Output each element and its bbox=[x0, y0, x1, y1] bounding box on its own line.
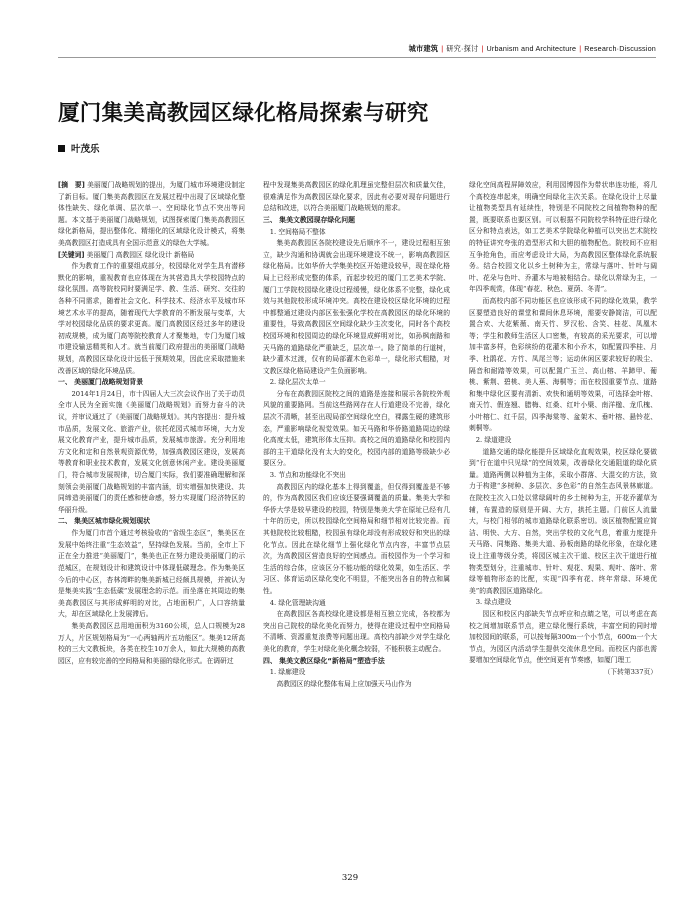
column-2 bbox=[263, 180, 450, 852]
paragraph: 2014年1月24日，市十四届人大三次会议作出了关于动员全市人民为全面实施《美丽厦门战略规划》而努力奋斗的决议，并审议通过了《美丽厦门战略规划》。其内容提出：提升城市品质，发展文化、旅游产业，依托花园式城市环境，大力发展文化教育产业，提升城市品质，发展城市旅游。充分利用地方文化和定和自然景观资源优势，加强高教园区建设，发展高等教育和职业技术教育，发展文化创意休闲产业。建设美丽厦门，符合城市发展规律，切合厦门实际，我们要准确理解和深刻领会美丽厦门战略规划的丰富内涵，切实增强加快建设、共同缔造美丽厦门的责任感和使命感，努力实现厦门经济特区的华丽升级。 bbox=[58, 389, 245, 514]
continuation-note: （下转第337页） bbox=[603, 667, 657, 676]
paragraph: 分布在高教园区院校之间的道路是连接和展示各院校外观风貌的重要路网。当前这些路网存在人行道建设不完善，绿化层次不清晰，甚至出现局部空间绿化空白，裸露生硬的建筑形态，严重影响绿化视觉效果。如天马路和华侨路道路周边的绿化高度太低，建筑形体太压抑。高校之间的道路绿化和校园内部的主干道绿化没有太大的变化，校园内部的道路等级缺少必要区分。 bbox=[263, 389, 450, 468]
keywords-label: [关键词] bbox=[58, 250, 85, 259]
column-1 bbox=[58, 180, 245, 852]
article-title: 厦门集美高教园区绿化格局探索与研究 bbox=[58, 101, 429, 126]
header-column-en: Research·Discussion bbox=[584, 44, 656, 53]
paragraph: 而高校内部不同功能区也应该形成不同的绿化效果，教学区要塑造良好的课堂和课间休息环境，需要安静简洁，可以配置合欢、大花紫薇、南天竹、罗汉松、含笑、桂花、凤凰木等；学生和教师生活区人口密集，有较高的采光要求，可以增加丰富多样，色彩缤纷的花灌木和小乔木，如配置四季桂、月季、杜鹃花、方竹、凤尾兰等；运动休闲区要求较好的吸尘、隔音和耐踏等效果，可以配置广玉兰、高山榕、羊蹄甲、葡桃、紫荆、碧桃、美人蕉、海桐等；而在校园重要节点、道路和集中绿化区要有清新、欢快和通明等效果，可选择金叶榕、南天竹、假连翘、腊梅、红桑、红叶小檗、南洋楹、龙爪槐、小叶榕仁、红千层，四季海棠等、盆架木、垂叶榕、悬铃花、刺桐等。 bbox=[469, 296, 657, 433]
subsection-heading: 1. 空间格局不整体 bbox=[269, 227, 326, 236]
subsection-heading: 3. 绿点建设 bbox=[475, 598, 512, 607]
section-heading: 一、 美丽厦门战略规划背景 bbox=[58, 378, 144, 387]
abstract-label: [摘 要] bbox=[58, 181, 85, 189]
header-section-cn: 城市建筑 bbox=[408, 44, 439, 53]
subsection-heading: 4. 绿化管理缺沟通 bbox=[269, 598, 326, 607]
header-rule bbox=[58, 57, 656, 58]
page-number: 329 bbox=[341, 873, 359, 883]
paragraph: 作为教育工作的重要组成部分，校园绿化对学生具有潜移默化的影响，重视教育也应体现在为其营造具大学校园特点的绿化氛围。高等院校同时要满足学、教、生活、研究、交往的各种不同需求，随着社会文化、科学技术、经济水平及城市环境艺术水平的提高，随着现代大学教育的不断发展与变革，大学对校园绿化品质的要求更高。厦门高教园区经过多年的建设初成规模，成为厦门高等院校教育人才聚集地，专门为厦门城市建设输送精英和人才。就当前厦门政府提出的美丽厦门战略规划，高教园区绿化设计远低于预期效果，因此应采取措施来改善区域的绿化环境品质。 bbox=[58, 262, 245, 375]
keywords bbox=[58, 250, 245, 262]
running-header bbox=[409, 44, 656, 54]
author-line bbox=[58, 141, 100, 155]
section-heading: 三、 集美文教园现存绿化问题 bbox=[263, 215, 355, 224]
header-section-en: Urbanism and Architecture bbox=[486, 44, 577, 53]
subsection-heading: 1. 绿廊建设 bbox=[269, 668, 306, 677]
header-column-cn: 研究·探讨 bbox=[446, 44, 479, 53]
header-separator: | bbox=[579, 44, 582, 53]
header-separator: | bbox=[441, 44, 444, 53]
paragraph: 高教园区的绿化整体布局上应加强天马山作为 bbox=[276, 679, 412, 688]
subsection-heading: 2. 绿化层次太单一 bbox=[269, 378, 326, 387]
paragraph: 程中发现集美高教园区的绿化肌理虽完整但层次和质量欠佳，很难满足作为高教园区绿化要求，因此有必要对现存问题进行总结和改进，以符合美丽厦门战略规划的需求。 bbox=[263, 181, 450, 213]
paragraph: 在高教园区各高校绿化建设都是相互独立完成，各校都为突出自己院校的绿化美化而努力，使得在建设过程中空间格局不清晰、资源重复浪费等问题出现。高校内部缺少对学生绿化美化的教育，学生对绿化美化概念较弱，不能积极主动配合。 bbox=[263, 610, 450, 653]
paragraph: 道路交通的绿化能提升区域绿化直观效果，校区绿化要做到“行在道中只见绿”的空间效果，改善绿化交通阻道的绿化质量。道路两侧以种植为主体，采取小群落、大混交的方法，致力于构建“多树种、多层次、多色彩”的自然生态风景林廊道。在院校主次入口处以常绿阔叶的乡土树种为主，开花乔灌草为辅，布置造的原则是开阔、大方，拱托主题。门前区人流量大，与校门相邻的城市道路绿化联系密切。该区植物配置应简洁、明快、大方、自然，突出学校的文化气息，着重力度提升天马路、同集路、集美大道、孙板南路的绿化形象，在绿化建设上注重等级分类，将园区城主次干道、校区主次干道进行植物类型划分，注重城市、针叶、观花、观果、观叶、落叶、常绿等植物形态的比配，实现“四季有花、终年常绿、环境优美”的高教园区道路绿化。 bbox=[469, 447, 657, 595]
paragraph: 集美高教园区各院校建设先后顺序不一，建设过程相互独立，缺少沟通和协调就会出现环境建设不统一，影响高教园区绿化格局。比如华侨大学集美校区开始建设较早，现在绿化格局上已经形成完整的体系，而起步较迟的厦门工艺美术学院、厦门工学院校园绿化建设过程缓慢，绿化体系不完整，绿化成效与其他院校形成环境冲突。高校在建设校区绿化环境的过程中都整通过建设内部区张张强化学校在高教园区的绿化环境的重要性，导致高教园区空间绿化缺少主次变化，同时各个高校校园环境和校园周边的绿化环境显成鲜明对比，如孙枫南路和天马路的道路绿化严重缺乏，层次单一。除了简单的行道树，缺少灌木过渡，仅有的局部灌木色彩单一，绿化形式粗糙，对文教区绿化格局建设产生负面影响。 bbox=[263, 239, 450, 375]
section-heading: 二、 集美区城市绿化规划现状 bbox=[58, 517, 150, 526]
subsection-heading: 2. 绿道建设 bbox=[475, 436, 512, 445]
header-separator: | bbox=[481, 44, 484, 53]
section-heading: 四、 集美文教区绿化“新格局”塑造手法 bbox=[263, 656, 385, 665]
square-bullet-icon bbox=[58, 145, 65, 152]
paragraph: 园区和校区内部缺失节点呼应和点睛之笔，可以考虑在高校之间增加联系节点，建立绿化慢行系统，丰富空间的同时增加校园间的联系，可以按每隔300m一个小节点，600m一个大节点，为园区内活动学生提供交流休息空间。而校区内部也需要增加空间绿化节点，使空间更有节奏感，如厦门理工 bbox=[469, 609, 657, 665]
author-name: 叶茂乐 bbox=[71, 144, 100, 155]
paragraph: 绿化空间高程屏障效应，利用园博园作为带状串连功能，将几个高校连串起来，明确空间绿化主次关系。在绿化设计上尽量让植物类型具有延续性，特别是不同院校之间植物物种的配置，既要联系也要区别。可以根据不同院校学科特征进行绿化区分和特点表达，如工艺美术学院绿化种植可以突出艺术院校的特征讲究夸张的造型形式和大胆的植物配色。院校间不应相互争抢角色，而应考虑设计大局，为高教园区整体绿化系统服务。结合校园文化以乡土树种为主，常绿与落叶、针叶与阔叶、花朵与色叶、乔灌木与地被相结合。绿化以常绿为主，一年四季观赏，体现“春花、秋色、夏荫、冬青”。 bbox=[469, 181, 657, 294]
column-3 bbox=[469, 180, 657, 852]
abstract bbox=[58, 180, 245, 250]
paragraph: 高教园区内的绿化基本上得到覆盖，但仅得到覆盖是不够的，作为高教园区我们应该还要强调覆盖的质量。集美大学和华侨大学是较早建设的校园，特别是集美大学在原址已经有几十年的历史，所以校园绿化空间格局和细节相对比较完善。而其他院校比较粗糙，校园虽有绿化却没有形成较好和突出的绿化节点。因此在绿化细节上强化绿化节点内容，丰富节点层次，为高教园区营造良好的空间感点。而校园作为一个学习和生活的综合体，应该区分不能功能的绿化效果，如生活区、学习区、体育运动区绿化变化不明显，不能突出各自的特点和属性。 bbox=[263, 482, 450, 595]
abstract-text: 美丽厦门战略规划的提出，为厦门城市环境建设制定了新目标。厦门集美高教园区在发展过程中出现了区域绿化整体性缺失、绿化单调、层次单一、空间绿化节点不突出等问题。本文基于美丽厦门战略规划，试图探索厦门集美高教园区绿化新格局，提出整体化、精细化的区域绿化设计模式，将集美高教园区打造成具有全国示范意义的绿色大学城。 bbox=[58, 181, 245, 247]
subsection-heading: 3. 节点和功能绿化不突出 bbox=[269, 471, 346, 480]
paragraph: 作为厦门市首个通过考核验收的“省级生态区”，集美区在发展中始终注重“生态效益”，坚持绿色发展。当前，全市上下正在全力推进“美丽厦门”，集美也正在努力建设美丽厦门的示范城区，在规划设计和建筑设计中体现低碳理念。作为集美区今后的中心区，杏林湾畔的集美新城已经颇具规模，并被认为是集美实践“生态低碳”发展理念的示范。而坐落在其周边的集美高教园区与其形成鲜明的对比，占地面积广，人口容纳量大，却在区域绿化上发展滞后。 bbox=[58, 529, 245, 619]
keywords-text: 美丽厦门 高教园区 绿化设计 新格局 bbox=[86, 250, 195, 259]
paragraph: 集美高教园区总用地面积为3160公顷，总人口规模为28万人，片区规划格局为“一心两轴两片五功能区”。集美12所高校的三大文教板块，各类在校生10万余人，如此大规模的高教园区，应有较完善的空间格局和美丽的绿化形式。在调研过 bbox=[58, 621, 245, 665]
